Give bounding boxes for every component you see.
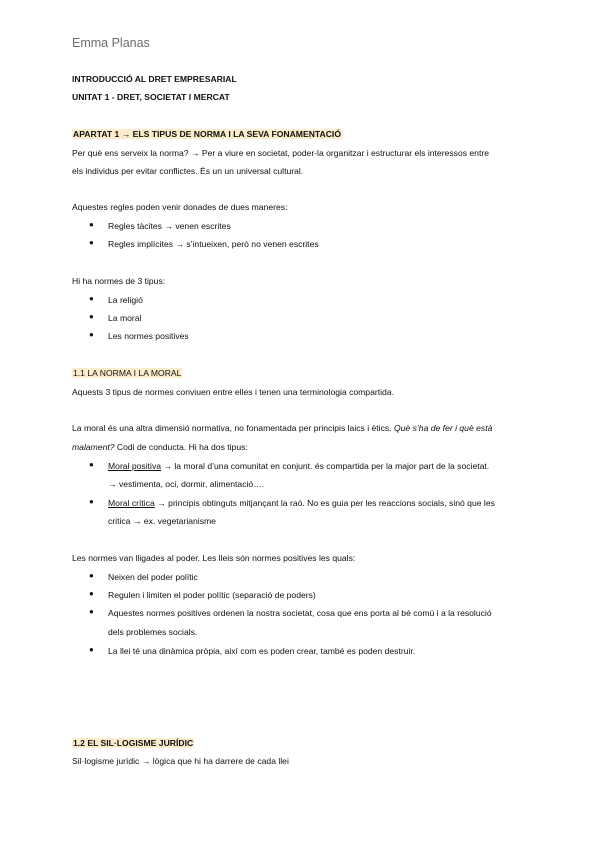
paragraph-line: Les normes van lligades al poder. Les lleis són normes positives les quals: [72, 553, 356, 563]
paragraph-line: Aquests 3 tipus de normes conviuen entre elles i tenen una terminologia compartida. [72, 387, 394, 397]
paragraph-line: Hi ha normes de 3 tipus: [72, 276, 166, 286]
list-item-continuation: critica → ex. vegetarianisme [108, 516, 216, 526]
author-name: Emma Planas [72, 36, 150, 50]
list-item: Neixen del poder polític [108, 572, 198, 582]
list-item: La religió [108, 295, 143, 305]
list-item: Aquestes normes positives ordenen la nostra societat, cosa que ens porta al bé comú i a la resolució [108, 608, 492, 618]
bullet-dot: ● [89, 589, 94, 598]
bullet-dot: ● [89, 497, 94, 506]
paragraph-line: Sil·logisme jurídic → lògica que hi ha darrere de cada llei [72, 756, 289, 766]
bullet-dot: ● [89, 460, 94, 469]
paragraph-line: els individus per evitar conflictes. És un un universal cultural. [72, 166, 304, 176]
list-item: Moral crítica → principis obtinguts mitjançant la raó. No es guia per les reaccions socials, sinó que les [108, 498, 495, 508]
bullet-dot: ● [89, 294, 94, 303]
bullet-dot: ● [89, 220, 94, 229]
paragraph-line: malament? Codi de conducta. Hi ha dos tipus: [72, 442, 248, 452]
bullet-dot: ● [89, 571, 94, 580]
list-item: Les normes positives [108, 331, 189, 341]
list-item: Regles tàcites → venen escrites [108, 221, 231, 231]
bullet-dot: ● [89, 330, 94, 339]
list-item: Regulen i limiten el poder polític (separació de poders) [108, 590, 316, 600]
list-item-continuation: dels problemes socials. [108, 627, 198, 637]
paragraph-line: Per què ens serveix la norma? → Per a viure en societat, poder-la organitzar i estructurar els interessos entre [72, 148, 489, 158]
course-title: INTRODUCCIÓ AL DRET EMPRESARIAL [72, 74, 237, 84]
unit-title: UNITAT 1 - DRET, SOCIETAT I MERCAT [72, 92, 230, 102]
list-item: La llei té una dinàmica pròpia, així com es poden crear, també es poden destruir. [108, 646, 416, 656]
bullet-dot: ● [89, 312, 94, 321]
list-item: Regles implícites → s’intueixen, però no venen escrites [108, 239, 319, 249]
paragraph-line: La moral és una altra dimensió normativa, no fonamentada per principis laics i ètics. Què s’ha de fer i què està [72, 423, 493, 433]
section1-heading: APARTAT 1 → ELS TIPUS DE NORMA I LA SEVA FONAMENTACIÓ [73, 129, 341, 139]
section11-heading: 1.1 LA NORMA I LA MORAL [73, 368, 182, 378]
bullet-dot: ● [89, 238, 94, 247]
section12-heading: 1.2 EL SIL·LOGISME JURÍDIC [73, 738, 194, 748]
list-item-continuation: → vestimenta, oci, dormir, alimentació…. [108, 479, 265, 489]
list-item: La moral [108, 313, 142, 323]
bullet-dot: ● [89, 645, 94, 654]
paragraph-line: Aquestes regles poden venir donades de dues maneres: [72, 202, 288, 212]
list-item: Moral positiva → la moral d’una comunitat en conjunt. és compartida per la major part de la societat. [108, 461, 490, 471]
bullet-dot: ● [89, 607, 94, 616]
